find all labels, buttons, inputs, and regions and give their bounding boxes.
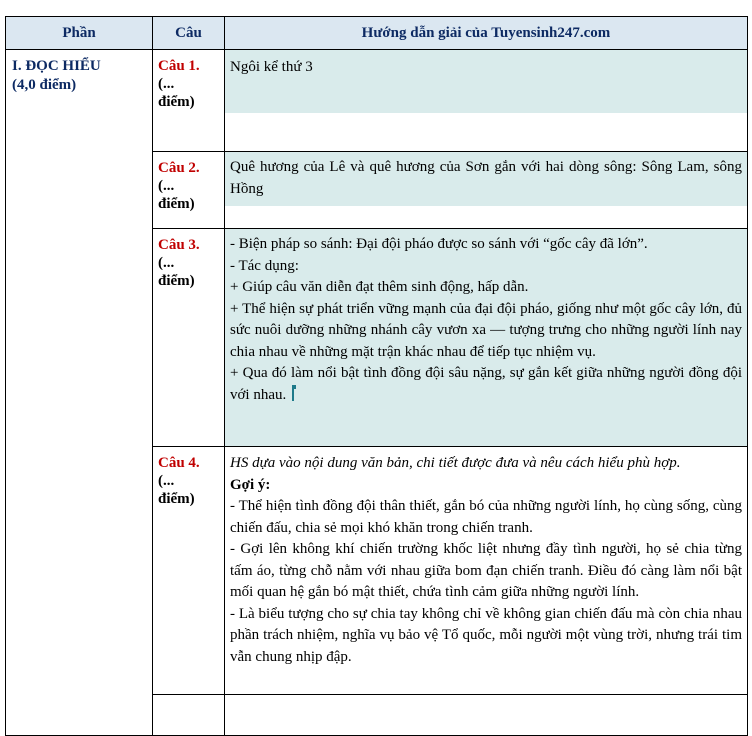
question-cell (153, 50, 225, 152)
answer-line: Ngôi kể thứ 3 (230, 59, 313, 75)
header-part: Phần (6, 17, 153, 50)
answer-cell-empty (225, 695, 748, 736)
question-points: (... (158, 255, 175, 271)
answer-cell (225, 447, 748, 695)
answer-line: - Thể hiện tình đồng đội thân thiết, gắn bó của những người lính, họ cùng sống, cùng chiến đấu, chia sẻ mọi khó khăn trong chiến tranh. (230, 498, 742, 536)
question-label: Câu 1. (158, 58, 200, 74)
hint-label: Gợi ý: (230, 476, 271, 493)
answer-intro: HS dựa vào nội dung văn bản, chi tiết được đưa và nêu cách hiểu phù hợp. (230, 455, 681, 471)
section-points: (4,0 điểm) (12, 77, 77, 93)
table-row (6, 50, 748, 152)
answer-line: - Tác dụng: (230, 257, 299, 274)
question-points: (... (158, 473, 175, 489)
answer-line: - Là biểu tượng cho sự chia tay không chỉ về không gian chiến đấu mà còn chia nhau phần trách nhiệm, nghĩa vụ bảo vệ Tổ quốc, mỗi người một vùng trời, nhưng trái tim vẫn chung nhịp đập. (230, 605, 742, 665)
section-cell (6, 50, 153, 736)
question-cell (153, 447, 225, 695)
answer-key-table (5, 16, 748, 736)
answer-line: - Gợi lên không khí chiến trường khốc liệt nhưng đầy tình người, họ sẻ chia từng tấm áo, từng chỗ nằm với nhau giữa bom đạn chiến tranh. Điều đó càng làm nổi bật mối quan hệ gắn bó mật thiết, chứa tình cảm giữa những người lính. (230, 541, 742, 600)
question-points-unit: điểm) (158, 491, 195, 507)
question-points-unit: điểm) (158, 196, 195, 212)
question-points: (... (158, 178, 175, 194)
question-label: Câu 4. (158, 455, 200, 471)
answer-cell (225, 50, 748, 152)
question-cell-empty (153, 695, 225, 736)
header-guide: Hướng dẫn giải của Tuyensinh247.com (225, 17, 748, 50)
table-header-row (6, 17, 748, 50)
question-label: Câu 2. (158, 160, 200, 176)
answer-line: + Giúp câu văn diễn đạt thêm sinh động, hấp dẫn. (230, 279, 529, 295)
question-points-unit: điểm) (158, 94, 195, 110)
answer-cell (225, 152, 748, 229)
answer-line: + Thể hiện sự phát triển vững mạnh của đại đội pháo, giống như một gốc cây lớn, đủ sức nuôi dưỡng những nhánh cây vươn xa — tượng trưng cho những người lính nay chia nhau về những mặt trận khác nhau để tiếp tục nhiệm vụ. (230, 300, 742, 360)
answer-cell (225, 229, 748, 447)
question-cell (153, 152, 225, 229)
question-points-unit: điểm) (158, 273, 195, 289)
text-cursor-icon (292, 385, 294, 401)
question-cell (153, 229, 225, 447)
question-points: (... (158, 76, 175, 92)
section-title: I. ĐỌC HIỂU (12, 58, 101, 74)
answer-line: - Biện pháp so sánh: Đại đội pháo được so sánh với “gốc cây đã lớn”. (230, 236, 648, 252)
question-label: Câu 3. (158, 237, 200, 253)
answer-line: + Qua đó làm nổi bật tình đồng đội sâu nặng, sự gắn kết giữa những người đồng đội với nhau. (230, 365, 742, 403)
answer-line: Quê hương của Lê và quê hương của Sơn gắn với hai dòng sông: Sông Lam, sông Hồng (230, 159, 742, 197)
header-question: Câu (153, 17, 225, 50)
